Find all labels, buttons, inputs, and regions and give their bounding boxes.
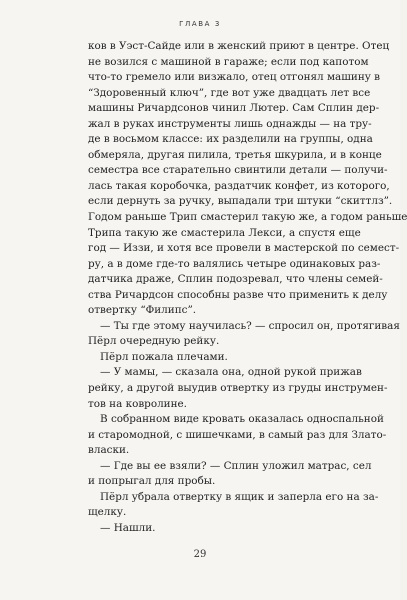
- text-line: ков в Уэст-Сайде или в женский приют в центре. Отец: [88, 40, 390, 52]
- text-line: — Нашли.: [100, 521, 156, 534]
- page-number: 29: [193, 549, 207, 560]
- text-line: Пёрл убрала отвертку в ящик и заперла его на за-: [100, 490, 379, 503]
- text-line: машины Ричардсонов чинил Лютер. Сам Сплин дер-: [88, 102, 380, 115]
- text-line: — У мамы, — сказала она, одной рукой прижав: [100, 366, 362, 379]
- text-line: власки.: [88, 444, 130, 457]
- text-line: ру, а в доме где-то валялись четыре одинаковых раз-: [88, 257, 381, 270]
- running-header: ГЛАВА 3: [179, 20, 221, 28]
- text-line: Трипа такую же смастерила Лекси, а спустя еще: [88, 226, 361, 239]
- text-line: не возился с машиной в гараже; если под капотом: [88, 55, 369, 68]
- text-line: — Ты где этому научилась? — спросил он, протягивая: [100, 319, 400, 332]
- text-line: жал в руках инструменты лишь однажды — на тру-: [88, 117, 372, 130]
- text-line: В собранном виде кровать оказалась односпальной: [100, 413, 384, 426]
- text-line: год — Иззи, и хотя все провели в мастерской по семест-: [88, 242, 400, 255]
- text-line: датчика драже, Сплин подозревал, что члены семей-: [88, 273, 383, 286]
- text-line: лась такая коробочка, раздатчик конфет, из которого,: [88, 179, 390, 192]
- text-line: и старомодной, с шишечками, в самый раз для Злато-: [88, 428, 387, 441]
- text-line: Годом раньше Трип смастерил такую же, а годом раньше: [88, 211, 407, 224]
- text-line: тов на ковролине.: [88, 397, 187, 410]
- text-line: Пёрл очередную рейку.: [88, 335, 220, 348]
- text-line: обмеряла, другая пилила, третья шкурила, и в конце: [88, 148, 382, 161]
- body-text: [88, 39, 407, 537]
- text-line: щелку.: [88, 506, 127, 519]
- text-line: рейку, а другой выудив отвертку из груды инструмен-: [88, 382, 388, 395]
- text-line: ства Ричардсон способны разве что применить к делу: [88, 288, 388, 301]
- text-line: если дернуть за ручку, выпадали три штуки “скиттлз”.: [88, 195, 393, 208]
- text-line: де в восьмом классе: их разделили на группы, одна: [88, 133, 373, 146]
- text-line: отвертку “Филипс”.: [88, 304, 197, 317]
- text-line: “Здоровенный ключ”, где вот уже двадцать лет все: [88, 86, 371, 99]
- text-line: — Где вы ее взяли? — Сплин уложил матрас, сел: [100, 459, 372, 472]
- text-line: семестра все старательно свинтили детали — получи-: [88, 164, 388, 177]
- text-line: и попрыгал для пробы.: [88, 475, 216, 488]
- text-line: Пёрл пожала плечами.: [100, 350, 228, 363]
- text-line: что-то гремело или визжало, отец отгонял машину в: [88, 71, 381, 84]
